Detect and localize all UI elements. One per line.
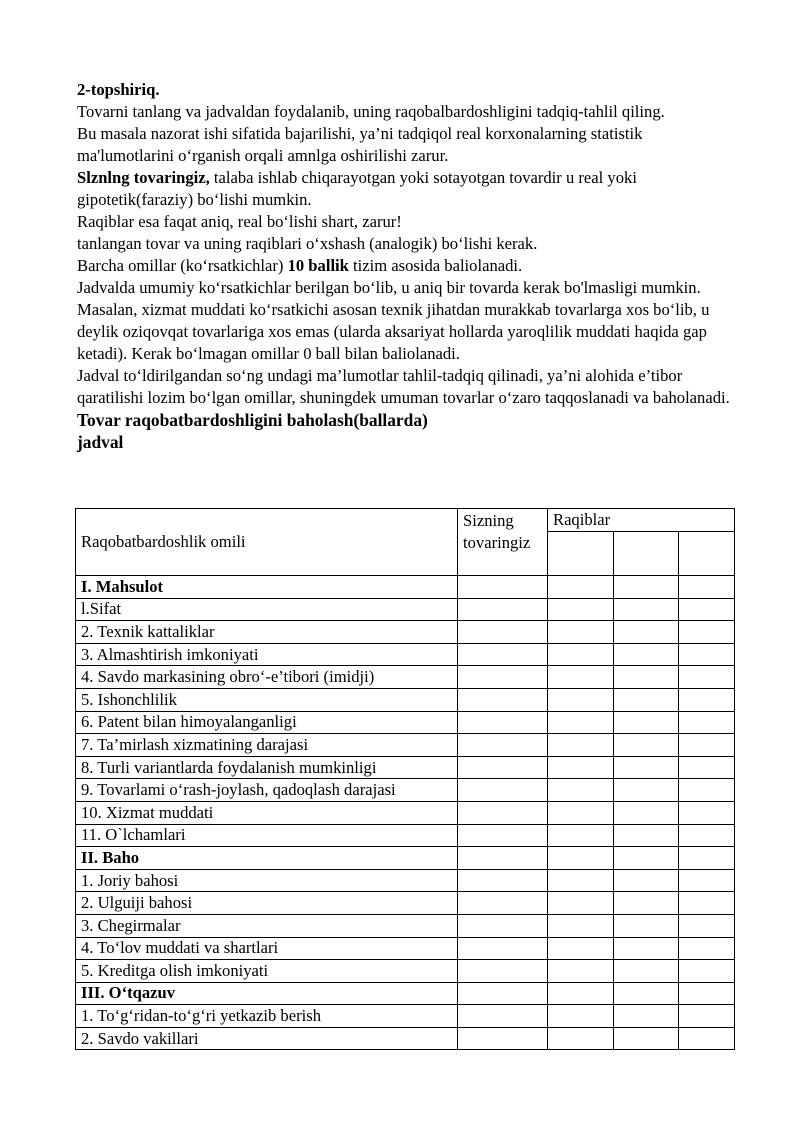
your-product-score-cell[interactable] [458,960,548,983]
header-factor: Raqobatbardoshlik omili [76,509,458,576]
rival-1-score-cell[interactable] [548,892,614,915]
table-row [76,914,735,937]
paragraph-control-work: Bu masala nazorat ishi sifatida bajarilishi, ya’ni tadqiqol real korxonalarning statistik ma'lumotlarini o‘rganish orqali amnlga oshirilishi zarur. [77,124,643,165]
rival-2-score-cell[interactable] [614,1005,679,1028]
competitiveness-table [75,508,735,1050]
your-product-score-cell[interactable] [458,824,548,847]
rival-2-score-cell[interactable] [614,1027,679,1050]
rival-1-score-cell[interactable] [548,847,614,870]
your-product-score-cell[interactable] [458,734,548,757]
factor-label: 2. Texnik kattaliklar [76,621,458,644]
rival-2-score-cell[interactable] [614,576,679,599]
your-product-score-cell[interactable] [458,666,548,689]
rival-1-score-cell[interactable] [548,666,614,689]
document-body [77,79,737,453]
factor-label: 5. Ishonchlilik [76,688,458,711]
your-product-score-cell[interactable] [458,892,548,915]
rival-2-score-cell[interactable] [614,666,679,689]
paragraph-analog: tanlangan tovar va uning raqiblari o‘xshash (analogik) bo‘lishi kerak. [77,234,538,253]
rival-3-score-cell[interactable] [679,779,735,802]
your-product-score-cell[interactable] [458,847,548,870]
rival-1-score-cell[interactable] [548,598,614,621]
rival-3-score-cell[interactable] [679,666,735,689]
section-label: II. Baho [76,847,458,870]
rival-1-score-cell[interactable] [548,982,614,1005]
table-title: Tovar raqobatbardoshligini baholash(ballarda) [77,410,428,430]
rival-1-score-cell[interactable] [548,1005,614,1028]
factor-label: 2. Ulguiji bahosi [76,892,458,915]
your-product-score-cell[interactable] [458,598,548,621]
header-your-product: Sizning tovaringiz [458,509,548,576]
factor-label: 8. Turli variantlarda foydalanish mumkinligi [76,756,458,779]
task-title: 2-topshiriq. [77,80,160,99]
paragraph-your-product [77,167,737,211]
factor-label: 4. Savdo markasining obro‘-e’tibori (imidji) [76,666,458,689]
table-row [76,756,735,779]
rival-2-score-cell[interactable] [614,756,679,779]
scoring-scale: 10 ballik [287,256,349,275]
rival-3-score-cell[interactable] [679,711,735,734]
table-row [76,869,735,892]
rival-3-score-cell[interactable] [679,801,735,824]
table-row [76,711,735,734]
your-product-score-cell[interactable] [458,621,548,644]
rival-3-header-cell[interactable] [679,532,735,576]
rival-2-score-cell[interactable] [614,598,679,621]
rival-2-score-cell[interactable] [614,869,679,892]
table-row [76,643,735,666]
table-row [76,621,735,644]
rival-1-score-cell[interactable] [548,734,614,757]
your-product-score-cell[interactable] [458,779,548,802]
paragraph-analysis: Jadval to‘ldirilgandan so‘ng undagi ma’lumotlar tahlil-tadqiq qilinadi, ya’ni alohida e’tibor qaratilishi lozim bo‘lgan omillar, shuningdek umuman tovarlar o‘zaro taqqoslanadi va baholanadi. [77,366,730,407]
paragraph-general-indicators: Jadvalda umumiy ko‘rsatkichlar berilgan bo‘lib, u aniq bir tovarda kerak bo'lmasligi mumkin. Masalan, xizmat muddati ko‘rsatkichi asosan texnik jihatdan murakkab tovarlarga xos bo‘lib, u deylik oziqovqat tovarlariga xos emas (ularda aksariyat hollarda yaroqlilik muddati haqida gap ketadi). Kerak bo‘lmagan omillar 0 ball bilan baliolanadi. [77,278,710,363]
rival-3-score-cell[interactable] [679,621,735,644]
table-section-row [76,576,735,599]
your-product-score-cell[interactable] [458,576,548,599]
your-product-text: talaba ishlab chiqarayotgan yoki sotayotgan tovardir u real yoki gipotetik(faraziy) bo‘lishi mumkin. [77,168,637,209]
your-product-score-cell[interactable] [458,869,548,892]
rival-2-score-cell[interactable] [614,621,679,644]
rival-3-score-cell[interactable] [679,869,735,892]
factor-label: l.Sifat [76,598,458,621]
factor-label: 1. To‘g‘ridan-to‘g‘ri yetkazib berish [76,1005,458,1028]
rival-3-score-cell[interactable] [679,576,735,599]
rival-2-header-cell[interactable] [614,532,679,576]
factor-label: 6. Patent bilan himoyalanganligi [76,711,458,734]
rival-2-score-cell[interactable] [614,847,679,870]
rival-3-score-cell[interactable] [679,960,735,983]
scoring-text-b: tizim asosida baliolanadi. [348,256,523,275]
table-subtitle: jadval [77,432,124,452]
rival-2-score-cell[interactable] [614,779,679,802]
table-row [76,892,735,915]
factor-label: 2. Savdo vakillari [76,1027,458,1050]
factor-label: 4. To‘lov muddati va shartlari [76,937,458,960]
rival-3-score-cell[interactable] [679,824,735,847]
your-product-score-cell[interactable] [458,711,548,734]
rival-1-score-cell[interactable] [548,824,614,847]
rival-3-score-cell[interactable] [679,1005,735,1028]
factor-label: 7. Ta’mirlash xizmatining darajasi [76,734,458,757]
table-row [76,734,735,757]
your-product-score-cell[interactable] [458,1027,548,1050]
your-product-score-cell[interactable] [458,643,548,666]
section-label: III. O‘tqazuv [76,982,458,1005]
factor-label: 5. Kreditga olish imkoniyati [76,960,458,983]
rival-2-score-cell[interactable] [614,801,679,824]
paragraph-scoring [77,255,737,277]
paragraph-rivals: Raqiblar esa faqat aniq, real bo‘lishi shart, zarur! [77,212,402,231]
table-section-row [76,982,735,1005]
your-product-score-cell[interactable] [458,982,548,1005]
rival-1-score-cell[interactable] [548,711,614,734]
rival-2-score-cell[interactable] [614,914,679,937]
table-row [76,688,735,711]
your-product-score-cell[interactable] [458,688,548,711]
rival-1-score-cell[interactable] [548,688,614,711]
rival-2-score-cell[interactable] [614,711,679,734]
rival-3-score-cell[interactable] [679,847,735,870]
rival-1-score-cell[interactable] [548,576,614,599]
your-product-score-cell[interactable] [458,1005,548,1028]
rival-3-score-cell[interactable] [679,734,735,757]
rival-3-score-cell[interactable] [679,643,735,666]
your-product-score-cell[interactable] [458,937,548,960]
table-row [76,666,735,689]
table-row [76,598,735,621]
table-section-row [76,847,735,870]
rival-3-score-cell[interactable] [679,982,735,1005]
rival-2-score-cell[interactable] [614,688,679,711]
rival-1-score-cell[interactable] [548,914,614,937]
rival-3-score-cell[interactable] [679,1027,735,1050]
rival-1-score-cell[interactable] [548,960,614,983]
rival-1-score-cell[interactable] [548,801,614,824]
rival-1-score-cell[interactable] [548,643,614,666]
rival-1-score-cell[interactable] [548,869,614,892]
rival-3-score-cell[interactable] [679,598,735,621]
rival-2-score-cell[interactable] [614,643,679,666]
rival-3-score-cell[interactable] [679,688,735,711]
factor-label: 3. Chegirmalar [76,914,458,937]
rival-2-score-cell[interactable] [614,734,679,757]
scoring-text-a: Barcha omillar (ko‘rsatkichlar) [77,256,288,275]
rival-1-score-cell[interactable] [548,621,614,644]
rival-3-score-cell[interactable] [679,914,735,937]
rival-2-score-cell[interactable] [614,982,679,1005]
your-product-score-cell[interactable] [458,914,548,937]
rival-1-score-cell[interactable] [548,937,614,960]
rival-2-score-cell[interactable] [614,937,679,960]
table-row [76,960,735,983]
rival-1-score-cell[interactable] [548,779,614,802]
header-rivals: Raqiblar [548,509,735,532]
table-row [76,801,735,824]
rival-3-score-cell[interactable] [679,756,735,779]
your-product-score-cell[interactable] [458,801,548,824]
rival-1-score-cell[interactable] [548,756,614,779]
section-label: I. Mahsulot [76,576,458,599]
table-row [76,779,735,802]
rival-1-score-cell[interactable] [548,1027,614,1050]
rival-3-score-cell[interactable] [679,937,735,960]
factor-label: 10. Xizmat muddati [76,801,458,824]
your-product-label: Slznlng tovaringiz, [77,168,210,187]
table-row [76,937,735,960]
table-header-row [76,509,735,532]
factor-label: 3. Almashtirish imkoniyati [76,643,458,666]
factor-label: 11. O`lchamlari [76,824,458,847]
table-row [76,824,735,847]
factor-label: 1. Joriy bahosi [76,869,458,892]
rival-3-score-cell[interactable] [679,892,735,915]
paragraph-choose-product: Tovarni tanlang va jadvaldan foydalanib, uning raqobalbardoshligini tadqiq-tahlil qiling. [77,102,665,121]
rival-2-score-cell[interactable] [614,960,679,983]
your-product-score-cell[interactable] [458,756,548,779]
table-row [76,1027,735,1050]
rival-1-header-cell[interactable] [548,532,614,576]
rival-2-score-cell[interactable] [614,892,679,915]
rival-2-score-cell[interactable] [614,824,679,847]
table-row [76,1005,735,1028]
factor-label: 9. Tovarlami o‘rash-joylash, qadoqlash darajasi [76,779,458,802]
